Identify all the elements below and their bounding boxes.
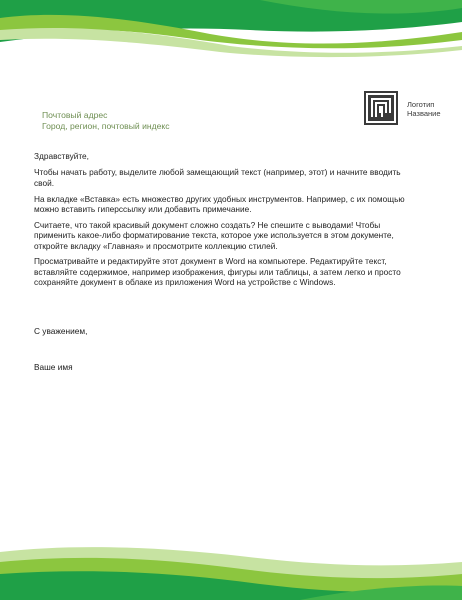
logo-line-1[interactable]: Логотип xyxy=(407,100,435,109)
letter-paragraph-4[interactable]: Просматривайте и редактируйте этот документ в Word на компьютере. Редактируйте текст, вставляйте содержимое, например изображения, фигуры или таблицы, а затем легко и просто сохраняйте документ в облаке из приложения Word на устройстве с Windows. xyxy=(34,256,401,288)
letter-paragraph-3[interactable]: Считаете, что такой красивый документ сложно создать? Не спешите с выводами! Чтобы применить какое-либо форматирование текста, которое уже используется в этом документе, откройте вкладку «Главная» и просмотрите коллекцию стилей. xyxy=(34,219,394,251)
maze-logo-icon xyxy=(364,91,398,125)
header-wave-decoration xyxy=(0,0,462,60)
address-line-1[interactable]: Почтовый адрес xyxy=(42,110,108,120)
sender-address xyxy=(42,110,170,132)
footer-wave-decoration xyxy=(0,540,462,600)
closing-line[interactable]: С уважением, xyxy=(34,326,88,336)
logo-block[interactable] xyxy=(364,91,454,125)
greeting[interactable]: Здравствуйте, xyxy=(34,151,89,161)
address-line-2[interactable]: Город, регион, почтовый индекс xyxy=(42,121,170,131)
logo-line-2[interactable]: Название xyxy=(407,109,441,118)
letter-paragraph-2[interactable]: На вкладке «Вставка» есть множество других удобных инструментов. Например, с их помощью можно вставить гиперссылку или добавить примечание. xyxy=(34,193,405,215)
letter-body xyxy=(34,151,409,293)
logo-caption xyxy=(407,100,441,118)
signature-name[interactable]: Ваше имя xyxy=(34,362,73,372)
letter-paragraph-1[interactable]: Чтобы начать работу, выделите любой замещающий текст (например, этот) и начните вводить свой. xyxy=(34,167,401,188)
